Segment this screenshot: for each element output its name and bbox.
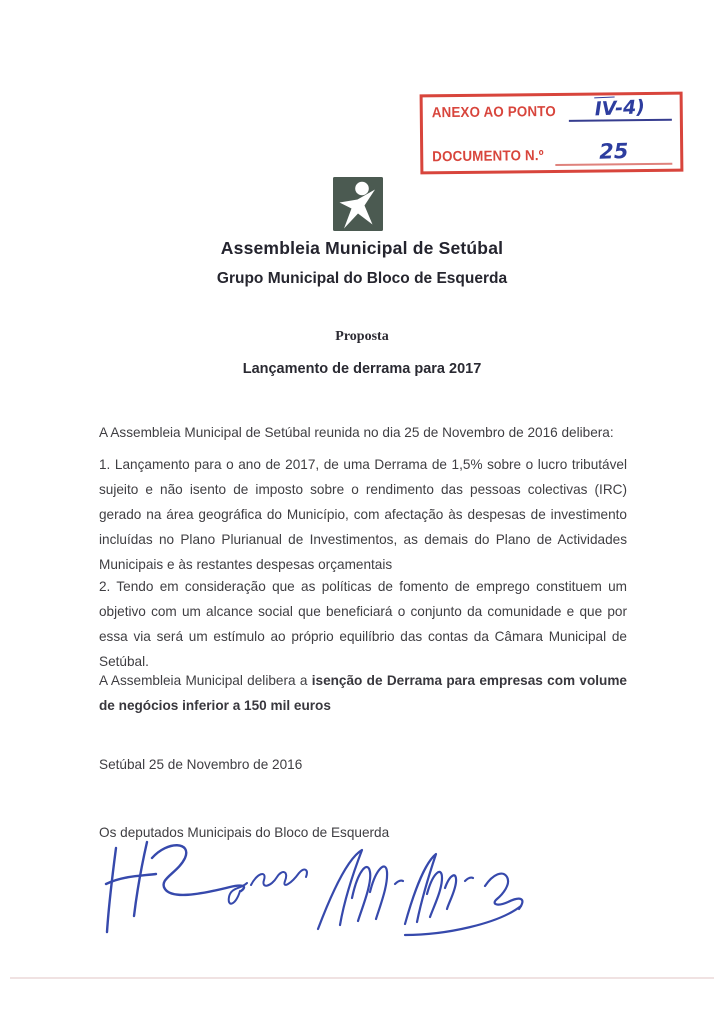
scan-artifact-line xyxy=(10,977,714,979)
signature-1 xyxy=(106,842,244,932)
deliberation-item-1: 1. Lançamento para o ano de 2017, de uma Derrama de 1,5% sobre o lucro tributável sujeito e não isento de imposto sobre o rendimento das pessoas colectivas (IRC) gerado na área geográfica do Município, com afectação às despesas de investimento incluídas no Plano Plurianual de Investimentos, as demais do Plano de Actividades Municipais e às restantes despesas orçamentais xyxy=(99,457,627,572)
stamp-documento-label: DOCUMENTO N.º xyxy=(432,147,544,165)
stamp-line-documento xyxy=(432,138,672,168)
signatures-ink xyxy=(100,836,530,942)
stamp-anexo-fill-line xyxy=(569,96,672,122)
logo-figure-head xyxy=(355,182,369,196)
signers-caption: Os deputados Municipais do Bloco de Esquerda xyxy=(99,825,390,840)
proposal-title: Lançamento de derrama para 2017 xyxy=(242,361,482,377)
deliberation-bold-clause: isenção de Derrama para empresas com volume de negócios inferior a 150 mil euros xyxy=(99,673,627,713)
deliberation-exemption-paragraph xyxy=(99,668,627,718)
stamp-anexo-handwritten-value: $\overline{IV}-4$) xyxy=(594,96,646,121)
stamp-anexo-label: ANEXO AO PONTO xyxy=(431,103,557,121)
stamp-documento-fill-line xyxy=(555,138,672,166)
stamp-line-anexo xyxy=(431,96,672,124)
municipal-group-subtitle: Grupo Municipal do Bloco de Esquerda xyxy=(216,270,508,287)
signature-3 xyxy=(318,850,522,935)
deliberation-item-2: 2. Tendo em consideração que as políticas de fomento de emprego constituem um objetivo com um alcance social que beneficiará o conjunto da comunidade e que por essa via será um estímulo ao próprio equilíbrio das contas da Câmara Municipal de Setúbal. xyxy=(99,579,627,669)
stamp-documento-handwritten-value: 25 xyxy=(598,138,629,164)
intro-paragraph: A Assembleia Municipal de Setúbal reunida no dia 25 de Novembro de 2016 delibera: xyxy=(99,425,614,440)
place-and-date: Setúbal 25 de Novembro de 2016 xyxy=(99,757,303,772)
deliberation-prefix: A Assembleia Municipal delibera a xyxy=(99,673,312,688)
annex-stamp xyxy=(420,92,684,175)
signature-2 xyxy=(229,870,307,904)
organization-title: Assembleia Municipal de Setúbal xyxy=(220,238,504,258)
bloco-de-esquerda-logo-icon xyxy=(333,177,383,231)
proposal-label: Proposta xyxy=(335,329,389,344)
